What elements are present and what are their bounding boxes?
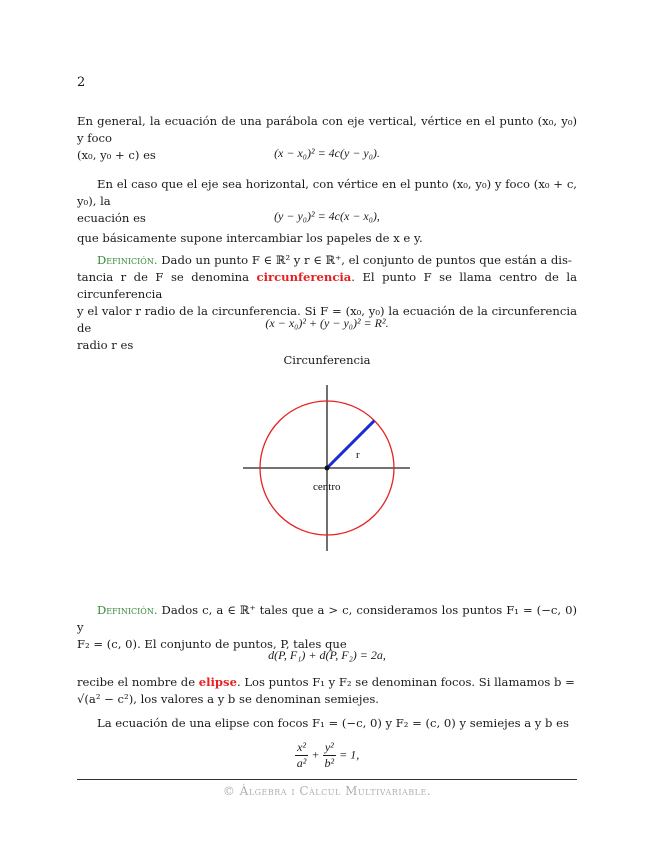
figure-title: Circunferencia (283, 353, 371, 367)
definition-text: tancia r de F se denomina (77, 270, 257, 284)
circle-figure (240, 383, 415, 558)
page-number: 2 (77, 75, 86, 90)
text-line: En general, la ecuación de una parábola con eje vertical, vértice en el punto (x₀, y₀) y foco (77, 114, 577, 145)
text-span: . Los puntos F₁ y F₂ se denominan focos. Si llamamos b = (236, 675, 575, 689)
fraction-denominator: b² (324, 756, 335, 770)
equation-rhs: = 1, (336, 747, 360, 762)
definition-ellipse (77, 602, 577, 653)
footer-copyright: © Àlgebra i Càlcul Multivariable. (222, 784, 432, 798)
text-line: y el valor r radio de la circunferencia. Si F = (x₀, y₀) la ecuación de la circunferencia de (77, 304, 577, 335)
text-line: √(a² − c²), los valores a y b se denominan semiejes. (77, 692, 379, 706)
plus-sign: + (308, 747, 323, 762)
term-circunferencia: circunferencia (256, 270, 352, 284)
fraction-y (323, 740, 337, 771)
definition-text: Dados c, a ∈ ℝ⁺ tales que a > c, consideramos los puntos F₁ = (−c, 0) y (77, 603, 577, 634)
equation-parabola-vertical: (x − x₀)² = 4c(y − y₀). (274, 146, 380, 160)
equation-parabola-horizontal: (y − y₀)² = 4c(x − x₀), (274, 209, 380, 223)
radius-segment (327, 421, 374, 468)
fraction-numerator: x² (295, 740, 309, 756)
text-line: ecuación es (77, 211, 146, 225)
term-elipse: elipse (198, 675, 237, 689)
radius-label: r (356, 449, 360, 461)
fraction-denominator: a² (296, 756, 307, 770)
center-label: centro (313, 481, 341, 493)
text-line: (x₀, y₀ + c) es (77, 148, 156, 162)
definition-text: Dado un punto F ∈ ℝ² y r ∈ ℝ⁺, el conjunto de puntos que están a dis- (157, 253, 572, 267)
definition-label: Definición. (97, 603, 158, 617)
text-line: F₂ = (c, 0). El conjunto de puntos, P, tales que (77, 637, 347, 651)
definition-label: Definición. (97, 253, 158, 267)
text-line: radio r es (77, 338, 134, 352)
fraction-numerator: y² (323, 740, 337, 756)
center-point (325, 466, 330, 471)
definition-text: . El punto F se llama centro de la circunferencia (77, 270, 577, 301)
paragraph-ellipse-name (77, 674, 577, 708)
paragraph-ellipse-equation-intro: La ecuación de una elipse con focos F₁ = (−c, 0) y F₂ = (c, 0) y semiejes a y b es (97, 716, 569, 730)
definition-circle (77, 252, 577, 354)
text-span: recibe el nombre de (77, 675, 199, 689)
equation-ellipse (77, 740, 577, 771)
equation-circle: (x − x₀)² + (y − y₀)² = R². (265, 316, 389, 330)
fraction-x (295, 740, 309, 771)
paragraph-swap-roles: que básicamente supone intercambiar los papeles de x e y. (77, 231, 423, 245)
text-line: En el caso que el eje sea horizontal, con vértice en el punto (x₀, y₀) y foco (x₀ + c, y₀), la (77, 177, 577, 208)
equation-ellipse-distance: d(P, F₁) + d(P, F₂) = 2a, (268, 648, 386, 662)
footer-rule (77, 779, 577, 780)
